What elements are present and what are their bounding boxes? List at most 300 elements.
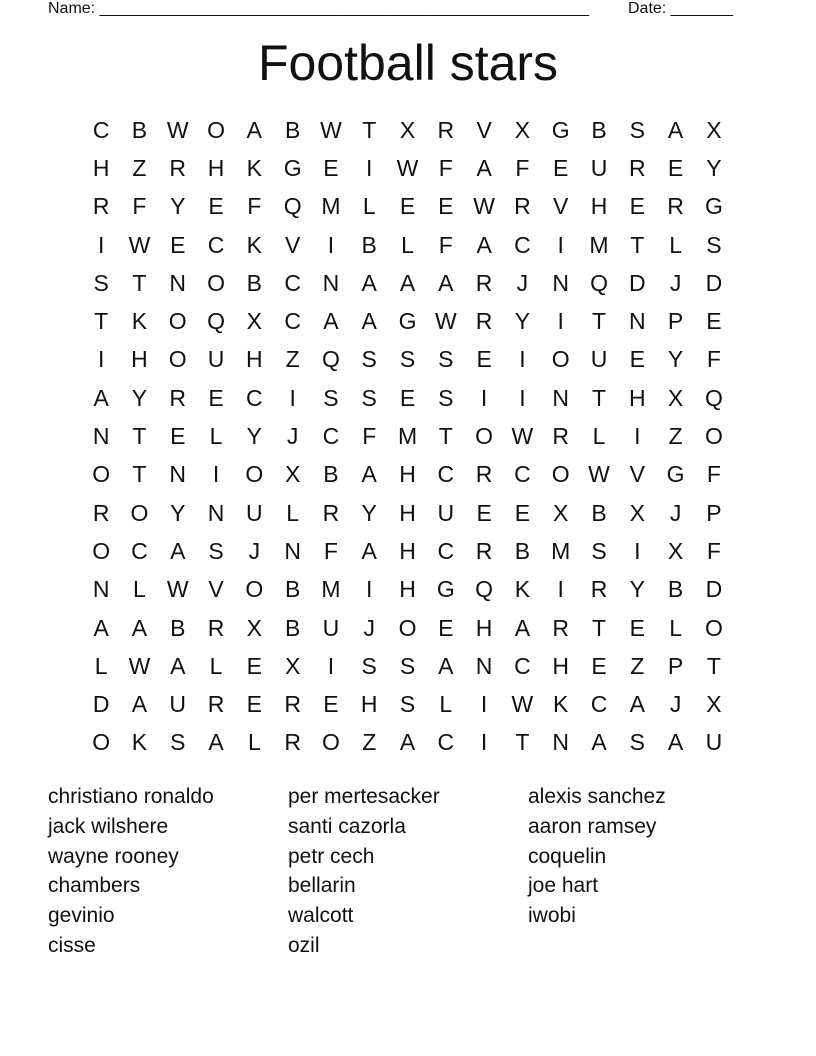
grid-letter: I	[212, 461, 220, 488]
grid-letter: M	[397, 423, 418, 450]
grid-letter: U	[322, 614, 340, 641]
grid-letter: B	[131, 116, 148, 143]
grid-letter: F	[438, 154, 453, 181]
grid-letter: H	[399, 537, 416, 564]
grid-letter: W	[128, 652, 151, 679]
grid-letter: T	[515, 729, 530, 756]
grid-letter: F	[323, 537, 338, 564]
grid-letter: Y	[514, 308, 531, 335]
grid-letter: G	[283, 154, 302, 181]
word-list-item: per mertesacker	[288, 785, 440, 808]
word-list-item: chambers	[48, 874, 141, 898]
grid-letter: F	[132, 193, 147, 220]
header	[48, 0, 748, 20]
grid-letter: O	[551, 346, 570, 373]
grid-letter: A	[208, 729, 224, 756]
grid-letter: S	[361, 346, 377, 373]
grid-letter: K	[246, 231, 262, 258]
grid-letter: D	[705, 576, 723, 603]
grid-letter: E	[399, 193, 416, 220]
grid-letter: R	[475, 537, 493, 564]
grid-letter: F	[706, 537, 721, 564]
grid-letter: H	[628, 384, 646, 411]
grid-letter: O	[92, 729, 111, 756]
grid-letter: T	[706, 652, 721, 679]
grid-letter: B	[284, 116, 301, 143]
grid-letter: W	[473, 193, 495, 220]
grid-letter: A	[629, 691, 645, 718]
grid-letter: A	[131, 614, 148, 641]
grid-letter: Q	[704, 384, 723, 411]
grid-letter: E	[208, 193, 224, 220]
grid-letter: M	[321, 193, 341, 220]
grid-letter: E	[323, 154, 339, 181]
grid-letter: P	[667, 308, 684, 335]
word-list-item: walcott	[288, 904, 354, 928]
grid-letter: E	[476, 346, 492, 373]
grid-letter: I	[480, 384, 488, 411]
grid-letter: P	[706, 499, 722, 526]
grid-letter: C	[514, 652, 531, 679]
grid-letter: L	[592, 423, 606, 450]
grid-letter: R	[628, 154, 646, 181]
grid-letter: E	[438, 614, 454, 641]
grid-letter: T	[630, 231, 645, 258]
grid-letter: V	[284, 231, 301, 258]
grid-letter: T	[591, 308, 607, 335]
grid-letter: M	[551, 537, 571, 564]
grid-letter: R	[284, 691, 301, 718]
grid-letter: A	[399, 269, 416, 296]
grid-letter: B	[667, 576, 684, 603]
grid-letter: H	[92, 154, 110, 181]
grid-letter: C	[284, 308, 301, 335]
grid-letter: I	[634, 423, 641, 450]
grid-letter: W	[396, 154, 419, 181]
grid-letter: O	[704, 614, 723, 641]
grid-letter: R	[552, 423, 570, 450]
grid-letter: W	[128, 231, 151, 258]
grid-letter: W	[588, 461, 610, 488]
grid-letter: R	[552, 614, 570, 641]
grid-letter: R	[92, 499, 110, 526]
grid-letter: C	[322, 423, 340, 450]
grid-letter: A	[476, 231, 492, 258]
grid-letter: W	[166, 576, 189, 603]
grid-letter: I	[366, 154, 373, 181]
grid-letter: H	[475, 614, 493, 641]
grid-letter: N	[475, 652, 493, 679]
grid-letter: X	[706, 116, 722, 143]
grid-letter: H	[207, 154, 225, 181]
grid-letter: Z	[362, 729, 377, 756]
word-list-item: bellarin	[288, 874, 356, 898]
grid-letter: E	[208, 384, 224, 411]
grid-letter: C	[437, 729, 455, 756]
grid-letter: I	[327, 652, 335, 679]
grid-letter: R	[475, 269, 493, 296]
grid-letter: J	[363, 614, 375, 641]
grid-letter: S	[361, 384, 377, 411]
grid-letter: M	[321, 576, 341, 603]
grid-letter: E	[514, 499, 531, 526]
grid-letter: I	[327, 231, 335, 258]
grid-letter: Z	[132, 154, 147, 181]
grid-letter: S	[706, 231, 722, 258]
grid-letter: J	[286, 423, 299, 450]
grid-letter: T	[132, 423, 147, 450]
grid-letter: S	[591, 537, 607, 564]
word-list-item: santi cazorla	[288, 814, 406, 838]
grid-letter: W	[434, 308, 457, 335]
grid-letter: A	[438, 269, 454, 296]
grid-letter: L	[362, 193, 376, 220]
word-list-item: iwobi	[528, 904, 576, 928]
grid-letter: R	[437, 116, 455, 143]
grid-letter: X	[667, 537, 684, 564]
grid-letter: X	[399, 116, 416, 143]
grid-letter: D	[628, 269, 646, 296]
grid-letter: N	[628, 308, 646, 335]
grid-letter: B	[591, 116, 607, 143]
grid-letter: N	[284, 537, 301, 564]
word-list-column	[48, 782, 288, 961]
grid-letter: R	[169, 384, 187, 411]
grid-letter: W	[166, 116, 189, 143]
grid-letter: V	[553, 193, 569, 220]
grid-letter: G	[398, 308, 417, 335]
grid-letter: A	[399, 729, 416, 756]
grid-letter: E	[591, 652, 607, 679]
grid-letter: L	[209, 423, 223, 450]
grid-letter: I	[519, 384, 526, 411]
grid-letter: A	[93, 384, 109, 411]
grid-letter: G	[704, 193, 723, 220]
grid-letter: J	[516, 269, 529, 296]
grid-letter: B	[284, 614, 301, 641]
grid-letter: W	[511, 691, 534, 718]
grid-letter: B	[514, 537, 531, 564]
grid-letter: H	[246, 346, 263, 373]
grid-letter: J	[669, 499, 682, 526]
letter-grid	[82, 111, 733, 762]
grid-letter: E	[246, 652, 262, 679]
grid-letter: Q	[283, 193, 302, 220]
grid-letter: R	[322, 499, 340, 526]
grid-letter: U	[590, 346, 608, 373]
grid-letter: K	[131, 729, 148, 756]
grid-letter: A	[170, 652, 186, 679]
grid-letter: H	[399, 499, 416, 526]
grid-letter: I	[366, 576, 373, 603]
grid-letter: O	[704, 423, 723, 450]
word-list-item: wayne rooney	[48, 844, 179, 868]
grid-letter: R	[475, 461, 493, 488]
grid-letter: L	[94, 652, 108, 679]
grid-letter: V	[476, 116, 492, 143]
grid-letter: U	[169, 691, 187, 718]
grid-letter: G	[666, 461, 685, 488]
grid-letter: A	[361, 308, 377, 335]
grid-letter: A	[361, 537, 377, 564]
grid-letter: T	[591, 384, 607, 411]
grid-letter: S	[629, 116, 645, 143]
grid-letter: I	[557, 576, 564, 603]
grid-letter: W	[320, 116, 342, 143]
word-list-item: gevinio	[48, 904, 115, 928]
grid-letter: A	[246, 116, 262, 143]
word-list-item: alexis sanchez	[528, 785, 666, 808]
word-list	[48, 782, 768, 961]
grid-letter: X	[284, 461, 301, 488]
grid-letter: F	[362, 423, 377, 450]
grid-letter: T	[94, 308, 109, 335]
grid-letter: T	[438, 423, 453, 450]
grid-letter: U	[246, 499, 263, 526]
grid-letter: H	[131, 346, 148, 373]
grid-letter: I	[289, 384, 296, 411]
grid-letter: A	[131, 691, 148, 718]
grid-letter: K	[514, 576, 531, 603]
grid-letter: O	[245, 461, 264, 488]
grid-letter: S	[323, 384, 339, 411]
grid-letter: F	[247, 193, 262, 220]
grid-letter: Y	[131, 384, 148, 411]
grid-letter: H	[360, 691, 378, 718]
grid-letter: H	[399, 461, 416, 488]
grid-letter: N	[552, 269, 570, 296]
grid-letter: X	[553, 499, 569, 526]
grid-letter: A	[361, 461, 377, 488]
word-list-column	[528, 782, 768, 961]
grid-letter: B	[323, 461, 339, 488]
grid-letter: E	[629, 193, 645, 220]
grid-letter: Y	[170, 499, 186, 526]
grid-letter: F	[706, 461, 721, 488]
grid-letter: F	[438, 231, 453, 258]
grid-letter: L	[133, 576, 146, 603]
grid-letter: N	[92, 423, 110, 450]
grid-letter: C	[92, 116, 110, 143]
word-list-item: ozil	[288, 933, 320, 957]
grid-letter: E	[170, 423, 186, 450]
grid-letter: B	[284, 576, 301, 603]
grid-letter: N	[322, 269, 340, 296]
grid-letter: C	[514, 461, 531, 488]
grid-letter: Y	[361, 499, 377, 526]
grid-letter: O	[551, 461, 570, 488]
grid-letter: K	[553, 691, 569, 718]
grid-letter: A	[476, 154, 492, 181]
grid-letter: A	[438, 652, 454, 679]
grid-letter: E	[667, 154, 684, 181]
grid-letter: L	[209, 652, 223, 679]
grid-letter: N	[92, 576, 110, 603]
grid-letter: X	[246, 614, 262, 641]
grid-letter: K	[246, 154, 262, 181]
grid-letter: A	[170, 537, 186, 564]
grid-letter: Y	[706, 154, 722, 181]
grid-letter: L	[669, 231, 682, 258]
grid-letter: B	[361, 231, 377, 258]
grid-letter: O	[398, 614, 417, 641]
grid-letter: C	[514, 231, 531, 258]
grid-letter: V	[629, 461, 645, 488]
grid-letter: D	[705, 269, 723, 296]
grid-letter: J	[669, 691, 682, 718]
grid-letter: R	[475, 308, 493, 335]
grid-letter: O	[207, 116, 225, 143]
grid-letter: W	[511, 423, 534, 450]
grid-letter: E	[399, 384, 416, 411]
grid-letter: S	[208, 537, 224, 564]
grid-letter: C	[590, 691, 608, 718]
grid-letter: E	[629, 346, 645, 373]
grid-letter: A	[93, 614, 109, 641]
grid-letter: K	[131, 308, 148, 335]
grid-letter: L	[286, 499, 300, 526]
grid-letter: A	[361, 269, 377, 296]
grid-letter: E	[476, 499, 492, 526]
word-list-item: joe hart	[528, 874, 599, 898]
grid-letter: C	[284, 269, 301, 296]
grid-letter: I	[557, 308, 564, 335]
grid-letter: O	[130, 499, 149, 526]
grid-letter: I	[634, 537, 641, 564]
grid-letter: M	[589, 231, 609, 258]
grid-letter: Q	[207, 308, 225, 335]
grid-letter: R	[590, 576, 608, 603]
grid-letter: R	[284, 729, 301, 756]
grid-letter: C	[131, 537, 148, 564]
grid-letter: G	[436, 576, 455, 603]
grid-letter: E	[323, 691, 339, 718]
grid-letter: S	[438, 384, 454, 411]
grid-letter: N	[552, 384, 570, 411]
grid-letter: Y	[629, 576, 645, 603]
grid-letter: O	[168, 346, 187, 373]
grid-letter: O	[92, 537, 111, 564]
grid-letter: T	[591, 614, 607, 641]
grid-letter: F	[706, 346, 721, 373]
grid-letter: Y	[170, 193, 186, 220]
word-list-item: aaron ramsey	[528, 814, 657, 838]
grid-letter: L	[247, 729, 261, 756]
grid-letter: C	[246, 384, 263, 411]
grid-letter: T	[132, 269, 147, 296]
grid-letter: T	[132, 461, 147, 488]
grid-letter: S	[399, 691, 416, 718]
grid-letter: Y	[667, 346, 684, 373]
grid-letter: R	[207, 691, 225, 718]
grid-letter: R	[92, 193, 110, 220]
grid-letter: T	[362, 116, 377, 143]
grid-letter: S	[361, 652, 377, 679]
grid-letter: S	[170, 729, 186, 756]
grid-letter: R	[207, 614, 225, 641]
word-list-item: cisse	[48, 933, 96, 957]
grid-letter: O	[168, 308, 187, 335]
grid-letter: O	[475, 423, 494, 450]
grid-letter: O	[92, 461, 111, 488]
grid-letter: X	[667, 384, 684, 411]
grid-letter: A	[591, 729, 607, 756]
grid-letter: E	[629, 614, 645, 641]
grid-letter: U	[207, 346, 225, 373]
grid-letter: Q	[590, 269, 608, 296]
grid-letter: N	[207, 499, 225, 526]
grid-letter: R	[169, 154, 187, 181]
grid-letter: H	[399, 576, 416, 603]
grid-letter: P	[667, 652, 684, 679]
grid-letter: H	[590, 193, 608, 220]
grid-letter: I	[97, 231, 105, 258]
grid-letter: I	[97, 346, 105, 373]
grid-letter: L	[401, 231, 414, 258]
grid-letter: Z	[630, 652, 645, 679]
grid-letter: S	[93, 269, 109, 296]
word-list-item: petr cech	[288, 844, 375, 868]
grid-letter: C	[207, 231, 225, 258]
grid-letter: G	[551, 116, 570, 143]
date-field-label: Date: _______	[628, 0, 733, 17]
grid-letter: Z	[285, 346, 300, 373]
grid-letter: E	[170, 231, 186, 258]
grid-letter: O	[245, 576, 264, 603]
grid-letter: X	[706, 691, 722, 718]
grid-letter: A	[667, 729, 684, 756]
grid-letter: X	[514, 116, 531, 143]
word-list-column	[288, 782, 528, 961]
grid-letter: X	[246, 308, 262, 335]
grid-letter: U	[437, 499, 455, 526]
grid-letter: O	[207, 269, 225, 296]
word-list-item: jack wilshere	[48, 814, 169, 838]
grid-letter: I	[519, 346, 526, 373]
grid-letter: F	[515, 154, 530, 181]
grid-letter: E	[553, 154, 569, 181]
grid-letter: I	[557, 231, 564, 258]
grid-letter: N	[552, 729, 570, 756]
grid-letter: C	[437, 537, 455, 564]
grid-letter: X	[629, 499, 645, 526]
grid-letter: I	[480, 729, 488, 756]
grid-letter: X	[284, 652, 301, 679]
page-title: Football stars	[257, 35, 559, 91]
grid-letter: J	[248, 537, 261, 564]
name-field-label: Name: _______________________________________________________	[48, 0, 589, 17]
grid-letter: L	[669, 614, 682, 641]
grid-letter: U	[705, 729, 723, 756]
grid-letter: A	[323, 308, 339, 335]
grid-letter: Z	[668, 423, 683, 450]
grid-letter: B	[170, 614, 186, 641]
grid-letter: I	[480, 691, 488, 718]
grid-letter: E	[438, 193, 454, 220]
word-list-item: coquelin	[528, 844, 607, 868]
grid-letter: S	[438, 346, 454, 373]
grid-letter: S	[399, 346, 416, 373]
grid-letter: V	[208, 576, 224, 603]
grid-letter: Q	[321, 346, 340, 373]
grid-letter: E	[706, 308, 722, 335]
grid-letter: R	[667, 193, 684, 220]
grid-letter: C	[437, 461, 455, 488]
grid-letter: N	[169, 461, 187, 488]
grid-letter: U	[590, 154, 608, 181]
grid-letter: R	[514, 193, 531, 220]
grid-letter: J	[669, 269, 682, 296]
